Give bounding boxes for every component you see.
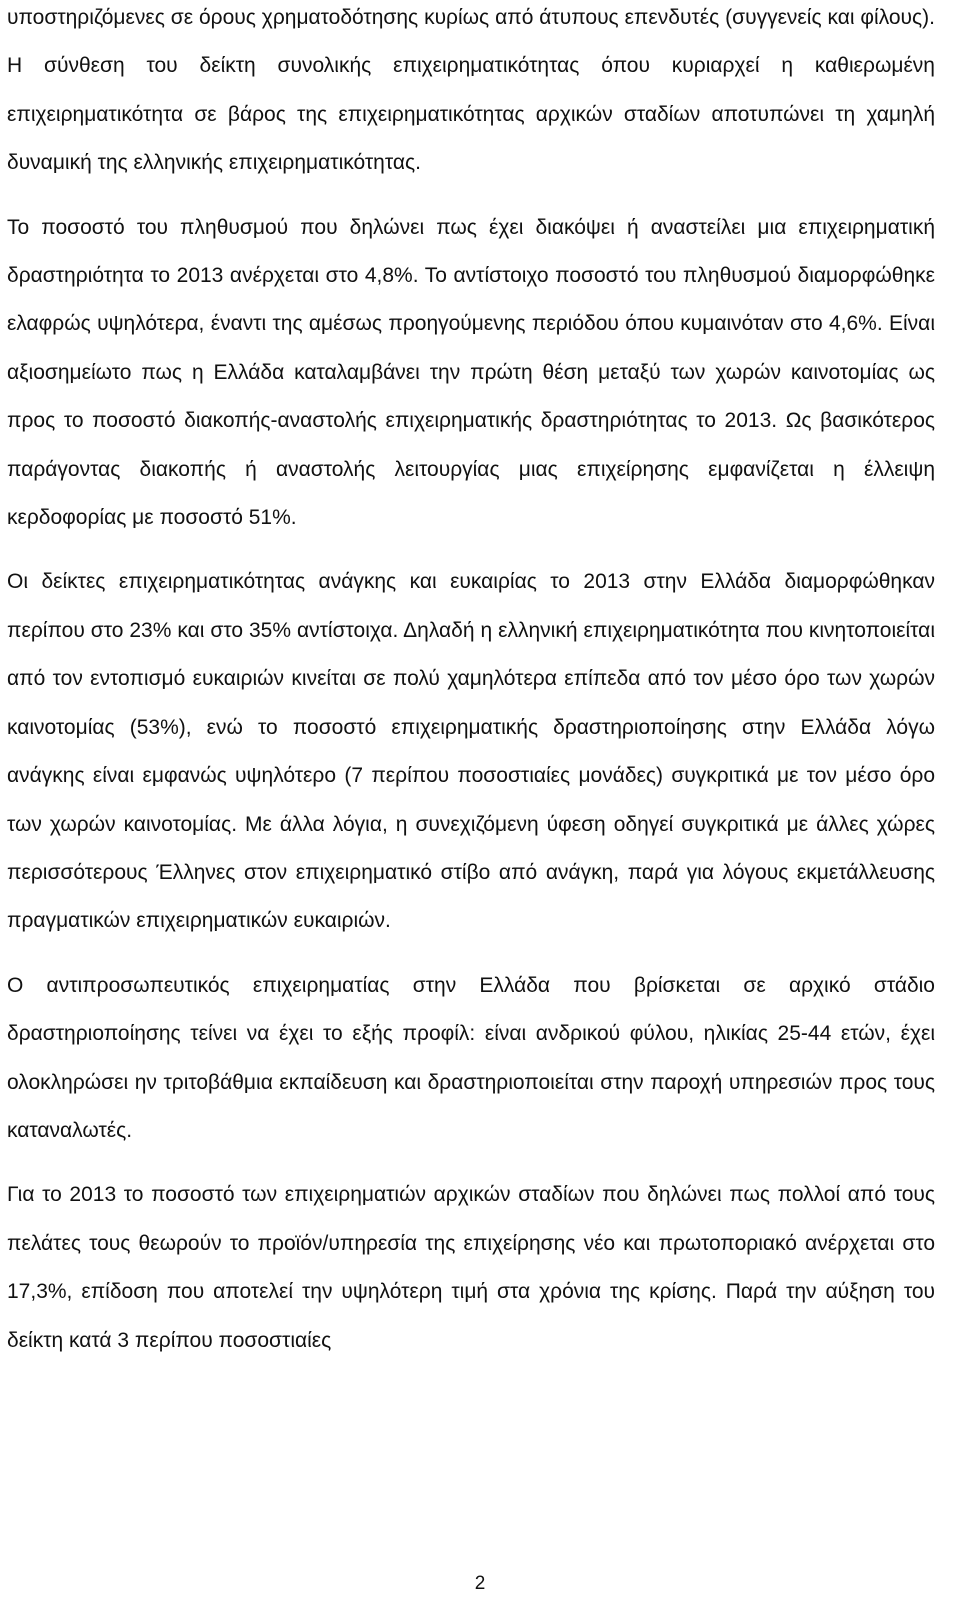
paragraph-spacer bbox=[7, 1155, 935, 1171]
paragraph-necessity-opportunity: Οι δείκτες επιχειρηματικότητας ανάγκης και ευκαιρίας το 2013 στην Ελλάδα διαμορφώθηκαν περίπου στο 23% και στο 35% αντίστοιχα. Δηλαδή η ελληνική επιχειρηματικότητα που κινητοποιείται από τον εντοπισμό ευκαιριών κινείται σε πολύ χαμηλότερα επίπεδα από τον μέσο όρο των χωρών καινοτομίας (53%), ενώ το ποσοστό επιχειρηματικής δραστηριοποίησης στην Ελλάδα λόγω ανάγκης είναι εμφανώς υψηλότερο (7 περίπου ποσοστιαίες μονάδες) συγκριτικά με τον μέσο όρο των χωρών καινοτομίας. Με άλλα λόγια, η συνεχιζόμενη ύφεση οδηγεί συγκριτικά με άλλες χώρες περισσότερους Έλληνες στον επιχειρηματικό στίβο από ανάγκη, παρά για λόγους εκμετάλλευσης πραγματικών επιχειρηματικών ευκαιριών. bbox=[7, 570, 935, 933]
paragraph-financing-composition: υποστηριζόμενες σε όρους χρηματοδότησης κυρίως από άτυπους επενδυτές (συγγενείς και φίλους). Η σύνθεση του δείκτη συνολικής επιχειρηματικότητας όπου κυριαρχεί η καθιερωμένη επιχειρηματικότητα σε βάρος της επιχειρηματικότητας αρχικών σταδίων αποτυπώνει τη χαμηλή δυναμική της ελληνικής επιχειρηματικότητας. bbox=[7, 6, 935, 175]
page-number: 2 bbox=[474, 1573, 486, 1594]
paragraph-entrepreneur-profile: Ο αντιπροσωπευτικός επιχειρηματίας στην Ελλάδα που βρίσκεται σε αρχικό στάδιο δραστηριοποίησης τείνει να έχει το εξής προφίλ: είναι ανδρικού φύλου, ηλικίας 25-44 ετών, έχει ολοκληρώσει ην τριτοβάθμια εκπαίδευση και δραστηριοποιείται στην παροχή υπηρεσιών προς τους καταναλωτές. bbox=[7, 973, 935, 1142]
paragraph-spacer bbox=[7, 188, 935, 204]
paragraph-innovation-2013: Για το 2013 το ποσοστό των επιχειρηματιών αρχικών σταδίων που δηλώνει πως πολλοί από τους πελάτες τους θεωρούν το προϊόν/υπηρεσία της επιχείρησης νέο και πρωτοποριακό ανέρχεται στο 17,3%, επίδοση που αποτελεί την υψηλότερη τιμή στα χρόνια της κρίσης. Παρά την αύξηση του δείκτη κατά 3 περίπου ποσοστιαίες bbox=[7, 1183, 935, 1352]
paragraph-spacer bbox=[7, 542, 935, 558]
paragraph-spacer bbox=[7, 946, 935, 962]
paragraph-business-discontinuation: Το ποσοστό του πληθυσμού που δηλώνει πως έχει διακόψει ή αναστείλει μια επιχειρηματική δραστηριότητα το 2013 ανέρχεται στο 4,8%. Το αντίστοιχο ποσοστό του πληθυσμού διαμορφώθηκε ελαφρώς υψηλότερα, έναντι της αμέσως προηγούμενης περιόδου όπου κυμαινόταν στο 4,6%. Είναι αξιοσημείωτο πως η Ελλάδα καταλαμβάνει την πρώτη θέση μεταξύ των χωρών καινοτομίας ως προς το ποσοστό διακοπής-αναστολής επιχειρηματικής δραστηριότητας το 2013. Ως βασικότερος παράγοντας διακοπής ή αναστολής λειτουργίας μιας επιχείρησης εμφανίζεται η έλλειψη κερδοφορίας με ποσοστό 51%. bbox=[7, 215, 935, 530]
